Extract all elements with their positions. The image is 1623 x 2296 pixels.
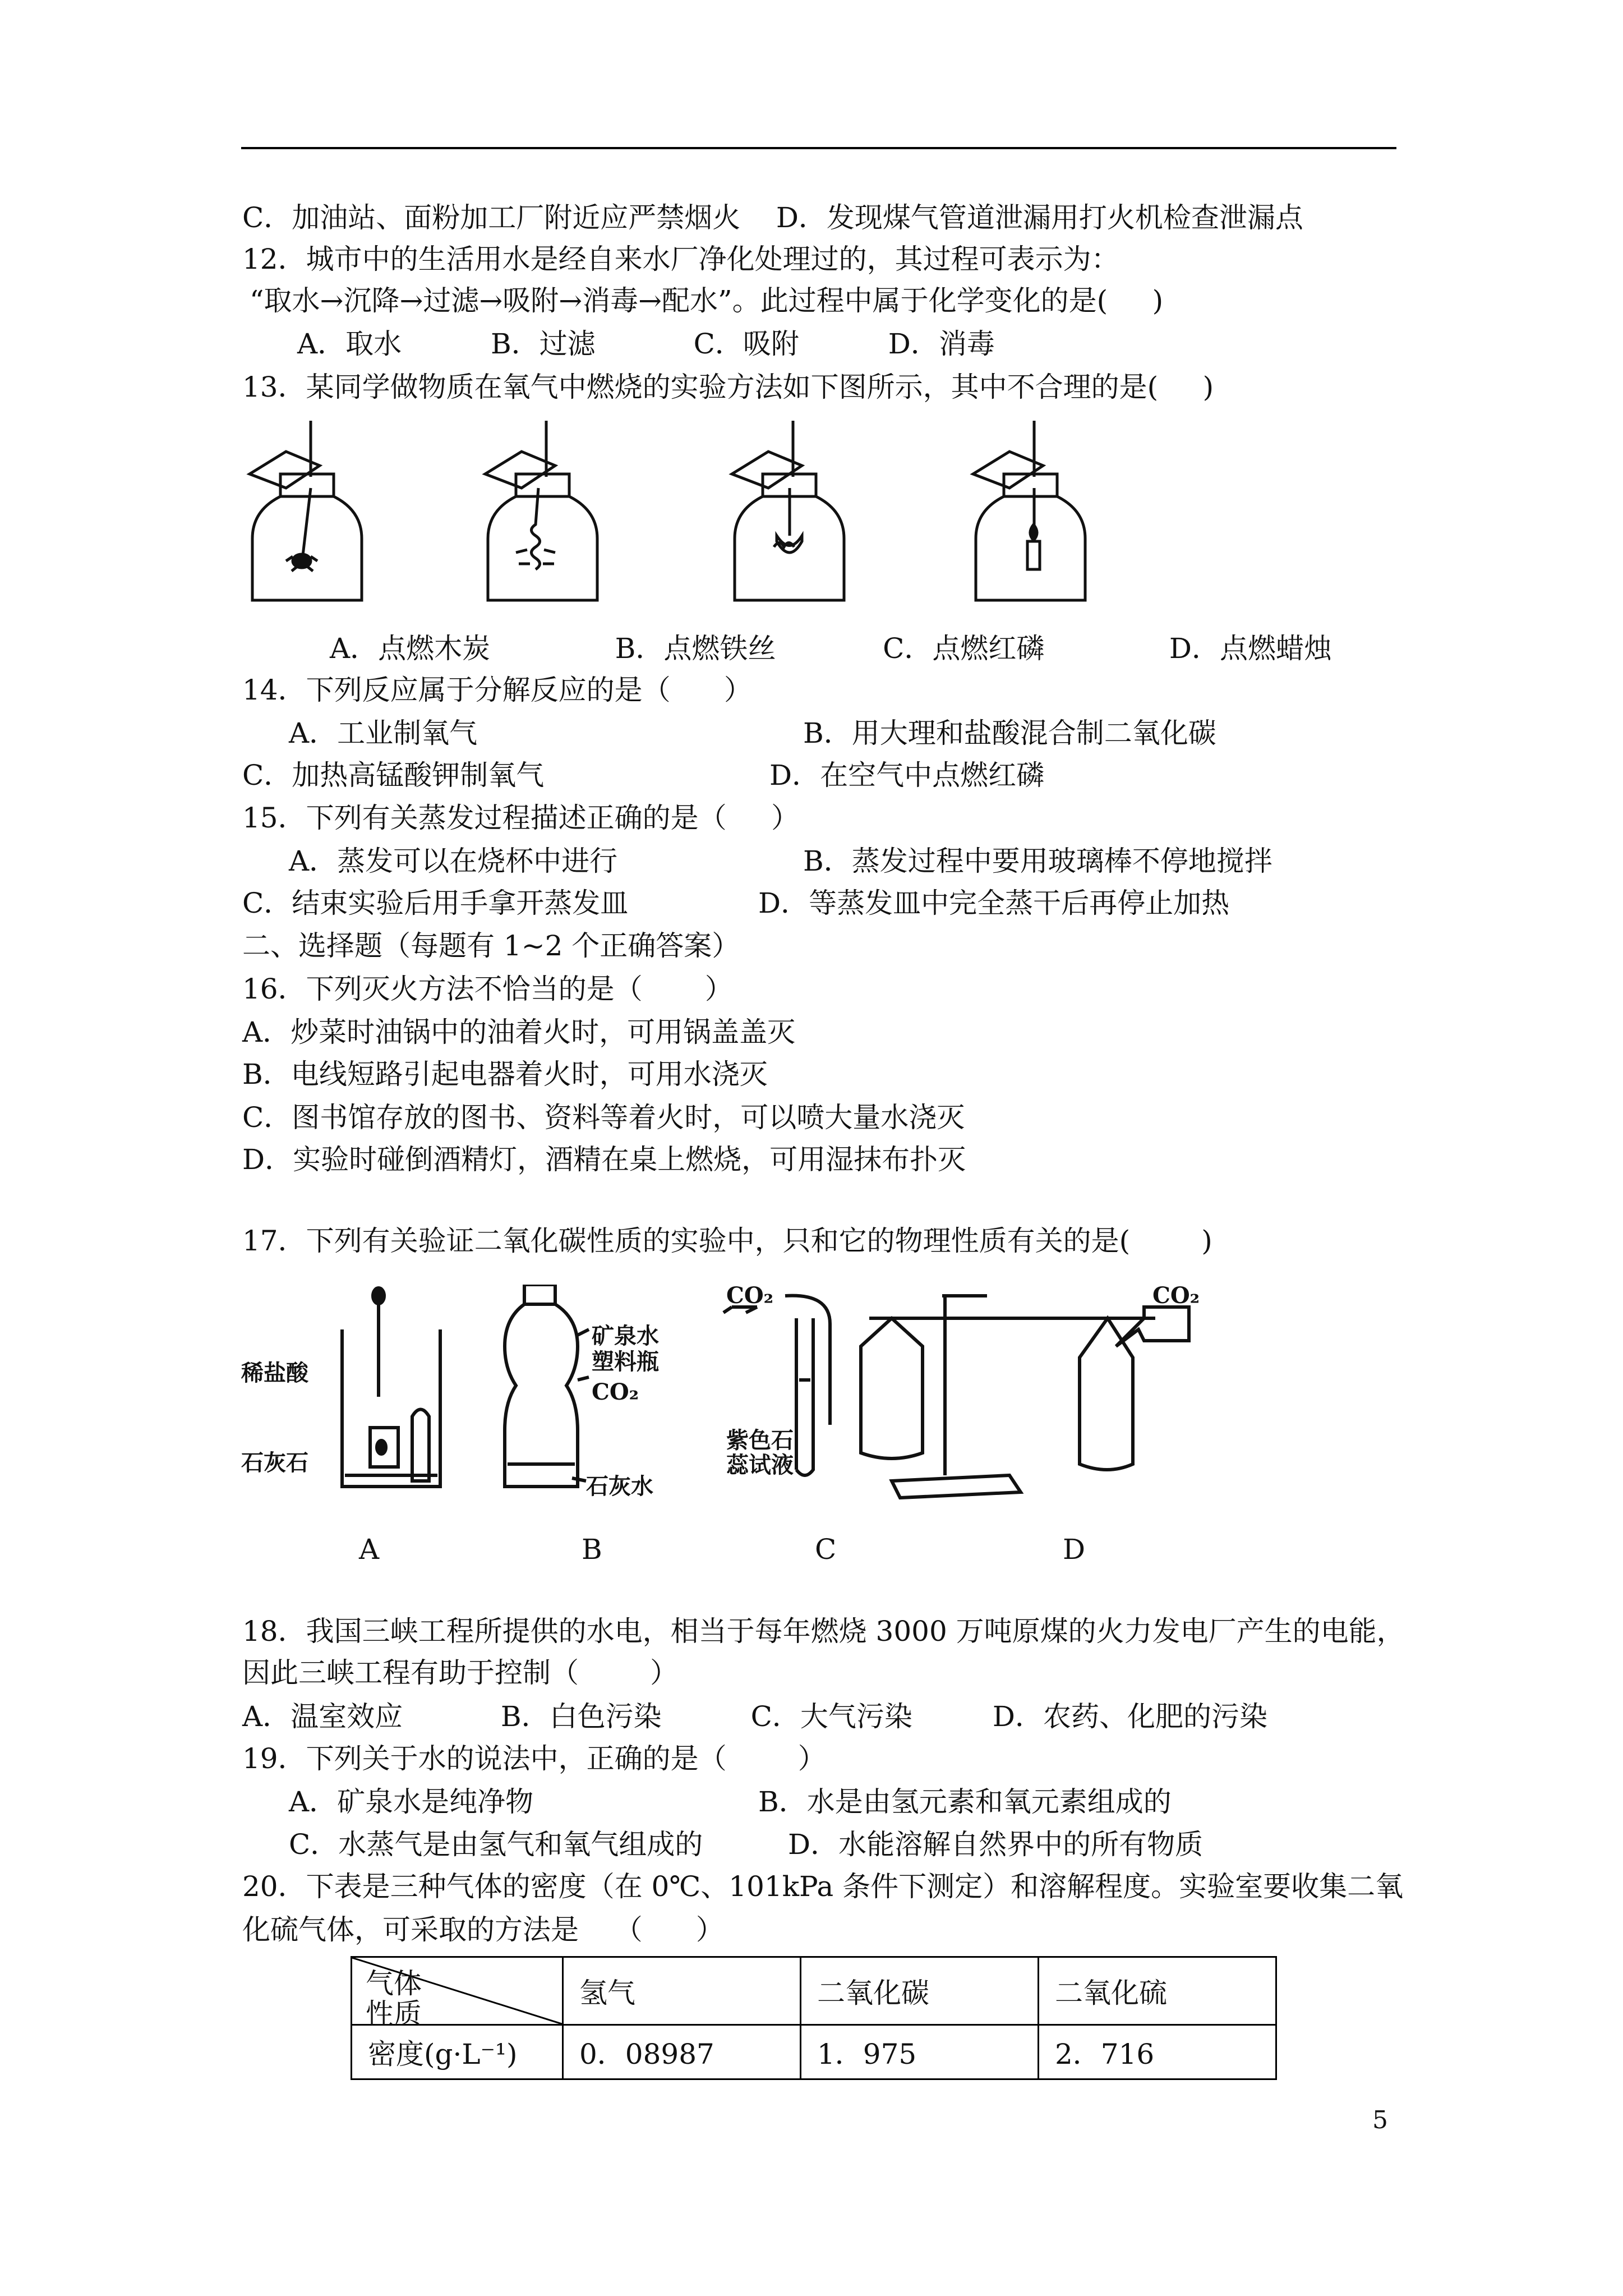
apparatus-b-bottle: [505, 1285, 589, 1487]
header-rule: [241, 147, 1396, 149]
table-corner-cell: [352, 1957, 563, 2030]
q14-option-b: B．用大理和盐酸混合制二氧化碳: [803, 717, 1216, 749]
q12-stem: 12．城市中的生活用水是经自来水厂净化处理过的，其过程可表示为：: [242, 243, 1119, 275]
q15-option-d: D．等蒸发皿中完全蒸干后再停止加热: [758, 887, 1230, 919]
q20-stem-2: 化硫气体，可采取的方法是 （ ）: [242, 1913, 724, 1946]
apparatus-c-label-litmus-1: 紫色石: [726, 1427, 794, 1453]
q15-option-b: B．蒸发过程中要用玻璃棒不停地搅拌: [803, 845, 1272, 877]
section-two-heading: 二、选择题（每题有 1~2 个正确答案）: [242, 930, 740, 962]
q19-option-d: D．水能溶解自然界中的所有物质: [788, 1828, 1204, 1861]
apparatus-b-label-limewater: 石灰水: [586, 1473, 653, 1499]
jar-b-iron-wire: [485, 421, 597, 600]
q19-stem: 19．下列关于水的说法中，正确的是（ ）: [242, 1742, 826, 1775]
table-header-so2: 二氧化硫: [1039, 1957, 1276, 2025]
jar-a-charcoal: [250, 421, 362, 600]
gas-properties-table: [351, 1956, 1277, 2080]
table-cell-co2-density: 1．975: [801, 2025, 1039, 2079]
apparatus-b-label-mineral-water: 矿泉水: [592, 1323, 659, 1349]
apparatus-a-beaker: [342, 1288, 440, 1487]
table-cell-hydrogen-density: 0．08987: [563, 2025, 801, 2079]
apparatus-c-label-litmus-2: 蕊试液: [726, 1452, 794, 1478]
apparatus-a-label-acid: 稀盐酸: [241, 1360, 308, 1386]
apparatus-c-label-co2: CO₂: [726, 1282, 774, 1309]
q16-option-b: B．电线短路引起电器着火时，可用水浇灭: [242, 1058, 768, 1091]
table-row-density: [352, 2025, 1276, 2079]
apparatus-a-label-limestone: 石灰石: [241, 1450, 308, 1476]
q15-option-c: C．结束实验后用手拿开蒸发皿: [242, 887, 629, 919]
table-header-hydrogen: 氢气: [563, 1957, 801, 2025]
apparatus-caption-d: D: [1063, 1533, 1086, 1566]
page-number: 5: [1372, 2106, 1388, 2134]
q12-options: A．取水 B．过滤 C．吸附 D．消毒: [297, 328, 995, 360]
table-cell-so2-density: 2．716: [1039, 2025, 1276, 2079]
corner-label-property: 性质: [366, 1998, 422, 2030]
apparatus-caption-a: A: [359, 1533, 380, 1566]
q11-options-cd: C．加油站、面粉加工厂附近应严禁烟火 D．发现煤气管道泄漏用打火机检查泄漏点: [242, 201, 1303, 234]
table-row-label-density: 密度(g·L⁻¹): [352, 2025, 563, 2079]
apparatus-caption-b: B: [582, 1533, 602, 1566]
apparatus-b-label-co2: CO₂: [592, 1379, 639, 1405]
q16-option-a: A．炒菜时油锅中的油着火时，可用锅盖盖灭: [242, 1016, 796, 1048]
q16-option-c: C．图书馆存放的图书、资料等着火时，可以喷大量水浇灭: [242, 1101, 965, 1134]
table-header-row: [352, 1957, 1276, 2025]
q14-stem: 14．下列反应属于分解反应的是（ ）: [242, 674, 752, 706]
jar-d-candle: [973, 421, 1085, 600]
q13-options: A．点燃木炭 B．点燃铁丝 C．点燃红磷 D．点燃蜡烛: [330, 632, 1332, 665]
q19-option-c: C．水蒸气是由氢气和氧气组成的: [289, 1828, 703, 1861]
apparatus-d-balance: [861, 1296, 1189, 1498]
q18-options: A．温室效应 B．白色污染 C．大气污染 D．农药、化肥的污染: [242, 1700, 1268, 1733]
table-header-co2: 二氧化碳: [801, 1957, 1039, 2025]
q14-option-c: C．加热高锰酸钾制氧气: [242, 759, 545, 792]
q19-option-b: B．水是由氢元素和氧元素组成的: [758, 1786, 1172, 1818]
q16-option-d: D．实验时碰倒酒精灯，酒精在桌上燃烧，可用湿抹布扑灭: [242, 1143, 966, 1176]
q14-option-a: A．工业制氧气: [289, 717, 478, 749]
q20-stem-1: 20．下表是三种气体的密度（在 0℃、101kPa 条件下测定）和溶解程度。实验室要收集二氧: [242, 1870, 1404, 1903]
q14-option-d: D．在空气中点燃红磷: [769, 759, 1045, 792]
q13-jars-figure: [241, 421, 1116, 611]
q15-option-a: A．蒸发可以在烧杯中进行: [289, 845, 618, 877]
q17-apparatus-figure: [241, 1282, 1262, 1509]
q12-process: “取水→沉降→过滤→吸附→消毒→配水”。此过程中属于化学变化的是( ): [250, 284, 1164, 317]
q15-stem: 15．下列有关蒸发过程描述正确的是（ ）: [242, 802, 800, 834]
jar-c-red-phosphorus: [732, 421, 844, 600]
q13-stem: 13．某同学做物质在氧气中燃烧的实验方法如下图所示，其中不合理的是( ): [242, 371, 1214, 403]
q19-option-a: A．矿泉水是纯净物: [289, 1786, 534, 1818]
apparatus-caption-c: C: [815, 1533, 837, 1566]
apparatus-b-label-plastic-bottle: 塑料瓶: [592, 1349, 659, 1375]
q17-stem: 17．下列有关验证二氧化碳性质的实验中，只和它的物理性质有关的是( ): [242, 1225, 1212, 1257]
q18-stem-2: 因此三峡工程有助于控制（ ）: [242, 1657, 679, 1689]
q16-stem: 16．下列灭火方法不恰当的是（ ）: [242, 973, 733, 1005]
q18-stem-1: 18．我国三峡工程所提供的水电，相当于每年燃烧 3000 万吨原煤的火力发电厂产生的电能，: [242, 1615, 1405, 1648]
corner-label-gas: 气体: [366, 1967, 422, 2000]
apparatus-d-label-co2: CO₂: [1152, 1282, 1200, 1309]
